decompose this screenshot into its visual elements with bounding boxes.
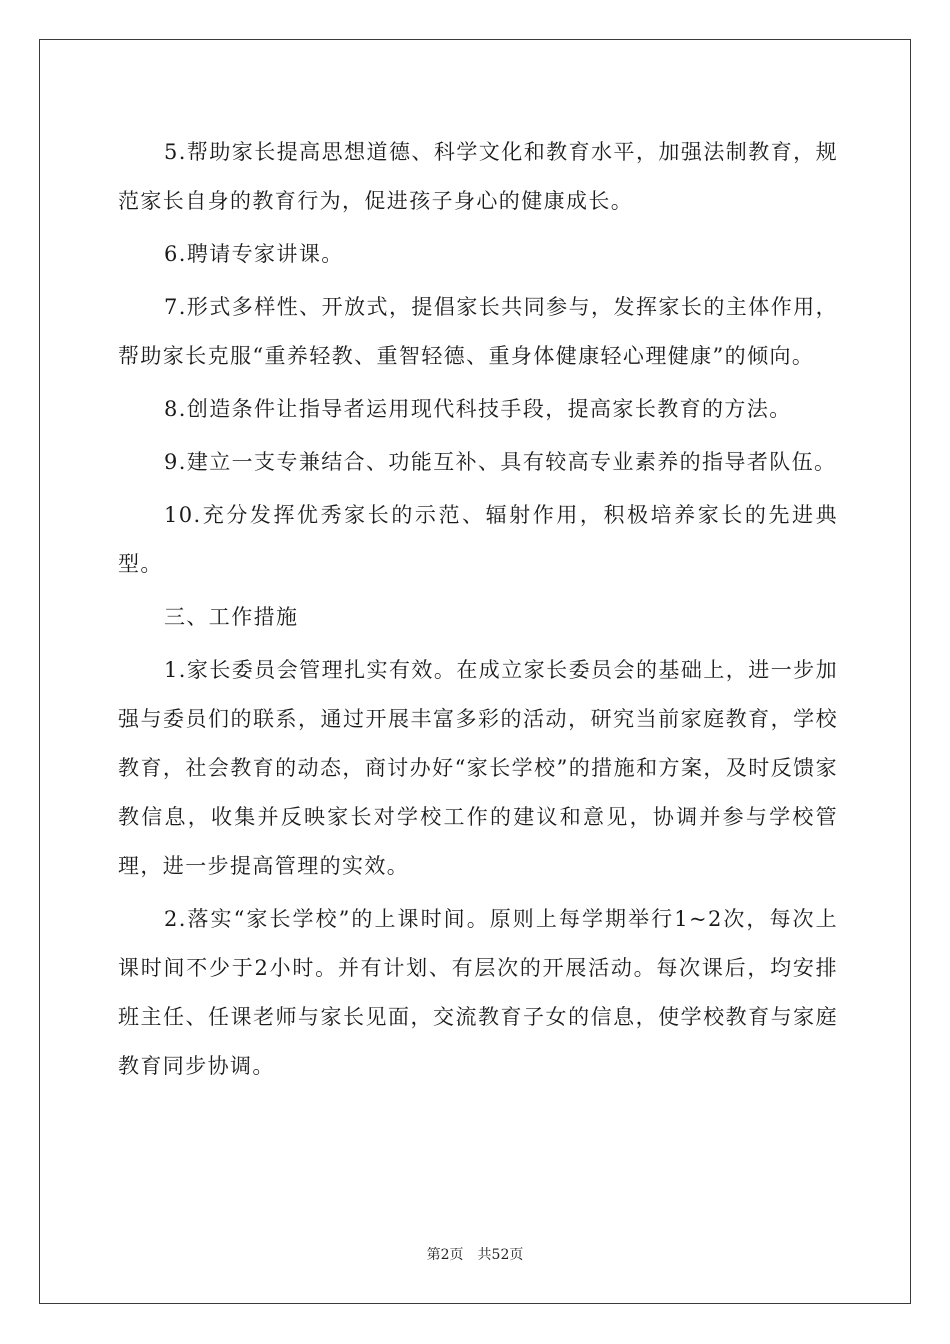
page-number: 第2页 bbox=[426, 1247, 464, 1263]
section-heading: 三、工作措施 bbox=[164, 605, 299, 629]
paragraph-item-9: 9.建立一支专兼结合、功能互补、具有较高专业素养的指导者队伍。 bbox=[164, 450, 837, 474]
page-footer bbox=[0, 1244, 950, 1264]
paragraph-item-7: 7.形式多样性、开放式，提倡家长共同参与，发挥家长的主体作用，帮助家长克服“重养轻教、重智轻德、重身体健康轻心理健康”的倾向。 bbox=[118, 295, 838, 368]
paragraph-item-6: 6.聘请专家讲课。 bbox=[164, 242, 344, 266]
page-total: 共52页 bbox=[477, 1247, 524, 1263]
paragraph-item-8: 8.创造条件让指导者运用现代科技手段，提高家长教育的方法。 bbox=[164, 397, 792, 421]
document-body bbox=[118, 128, 838, 1091]
paragraph-item-5: 5.帮助家长提高思想道德、科学文化和教育水平，加强法制教育，规范家长自身的教育行为，促进孩子身心的健康成长。 bbox=[118, 140, 838, 213]
measure-item-2: 2.落实“家长学校”的上课时间。原则上每学期举行1~2次，每次上课时间不少于2小时。并有计划、有层次的开展活动。每次课后，均安排班主任、任课老师与家长见面，交流教育子女的信息，使学校教育与家庭教育同步协调。 bbox=[118, 907, 838, 1078]
paragraph-item-10: 10.充分发挥优秀家长的示范、辐射作用，积极培养家长的先进典型。 bbox=[118, 503, 838, 576]
measure-item-1: 1.家长委员会管理扎实有效。在成立家长委员会的基础上，进一步加强与委员们的联系，通过开展丰富多彩的活动，研究当前家庭教育，学校教育，社会教育的动态，商讨办好“家长学校”的措施和方案，及时反馈家教信息，收集并反映家长对学校工作的建议和意见，协调并参与学校管理，进一步提高管理的实效。 bbox=[118, 658, 838, 878]
